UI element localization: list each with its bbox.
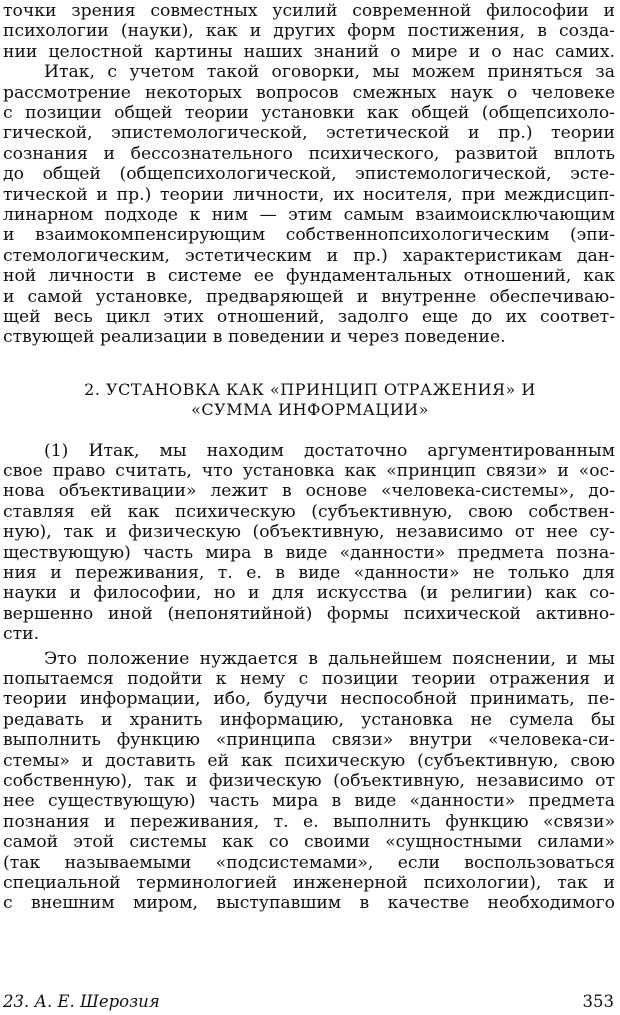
- text-line: нии целостной картины наших знаний о мире и о нас самих.: [3, 41, 615, 62]
- text-line: теории информации, ибо, будучи неспособной принимать, пе-: [3, 689, 615, 710]
- text-line: свое право считать, что установка как «принцип связи» и «ос-: [3, 461, 615, 481]
- text-line: сти.: [3, 624, 40, 645]
- text-line: и взаимокомпенсирующим собственнопсихологическим (эпи-: [3, 225, 615, 246]
- text-line: до общей (общепсихологической, эпистемологической, эсте-: [3, 164, 615, 185]
- text-line: ставляя ей как психическую (субъективную, свою собствен-: [3, 501, 615, 522]
- text-line: и самой установке, предваряющей и внутренне обеспечиваю-: [3, 286, 615, 307]
- text-line: науки и философии, но и для искусства (и религии) как со-: [3, 583, 615, 604]
- text-line: вершенно иной (непонятийной) формы психической активно-: [3, 603, 615, 624]
- text-line: специальной терминологией инженерной психологии), так и: [3, 873, 615, 893]
- text-line: гической, эпистемологической, эстетической и пр.) теории: [3, 123, 615, 144]
- text-line: с внешним миром, выступавшим в качестве необходимого: [3, 893, 615, 914]
- footer-signature: 23. А. Е. Шерозия: [3, 992, 160, 1011]
- text-line: щей весь цикл этих отношений, задолго еще до их соответ-: [3, 307, 615, 327]
- text-line: познания и переживания, т. е. выполнить функцию «связи»: [3, 811, 615, 832]
- heading-line: 2. УСТАНОВКА КАК «ПРИНЦИП ОТРАЖЕНИЯ» И: [84, 379, 536, 399]
- text-line: рассмотрение некоторых вопросов смежных наук о человеке: [3, 82, 615, 103]
- heading-line: «СУММА ИНФОРМАЦИИ»: [191, 400, 429, 420]
- text-line: ния и переживания, т. е. в виде «данности» не только для: [3, 563, 615, 583]
- text-line: редавать и хранить информацию, установка не сумела бы: [3, 709, 615, 730]
- text-line: нова объективации» лежит в основе «человека-системы», до-: [3, 481, 615, 502]
- text-line: ную), так и физическую (объективную, независимо от нее су-: [3, 522, 615, 543]
- text-line: с позиции общей теории установки как общей (общепсихоло-: [3, 103, 615, 123]
- text-line: (так называемыми «подсистемами», если воспользоваться: [3, 852, 615, 873]
- text-line: нее существующую) часть мира в виде «данности» предмета: [3, 791, 615, 812]
- text-line: ной личности в системе ее фундаментальных отношений, как: [3, 266, 615, 287]
- text-line: стемологическим, эстетическим и пр.) характеристикам дан-: [3, 245, 615, 266]
- text-line: Итак, с учетом такой оговорки, мы можем приняться за: [44, 62, 615, 83]
- text-line: собственную), так и физическую (объективную, независимо от: [3, 771, 615, 791]
- text-line: психологии (науки), как и других форм постижения, в созда-: [3, 21, 615, 42]
- text-line: тической и пр.) теории личности, их носителя, при междисцип-: [3, 184, 615, 205]
- text-line: линарном подходе к ним — этим самым взаимоисключающим: [3, 205, 615, 225]
- text-line: самой этой системы как со своими «сущностными силами»: [3, 832, 615, 853]
- text-line: (1) Итак, мы находим достаточно аргументированным: [44, 440, 615, 461]
- text-line: ствующей реализации в поведении и через поведение.: [3, 327, 506, 348]
- text-line: Это положение нуждается в дальнейшем пояснении, и мы: [44, 648, 615, 669]
- text-line: сознания и бессознательного психического, развитой вплоть: [3, 143, 615, 164]
- text-line: точки зрения совместных усилий современной философии и: [3, 1, 615, 21]
- page-number: 353: [582, 992, 614, 1011]
- text-line: ществующую) часть мира в виде «данности» предмета позна-: [3, 542, 615, 563]
- text-line: попытаемся подойти к нему с позиции теории отражения и: [3, 669, 615, 689]
- text-line: стемы» и доставить ей как психическую (субъективную, свою: [3, 750, 615, 771]
- text-line: выполнить функцию «принципа связи» внутри «человека-си-: [3, 730, 615, 751]
